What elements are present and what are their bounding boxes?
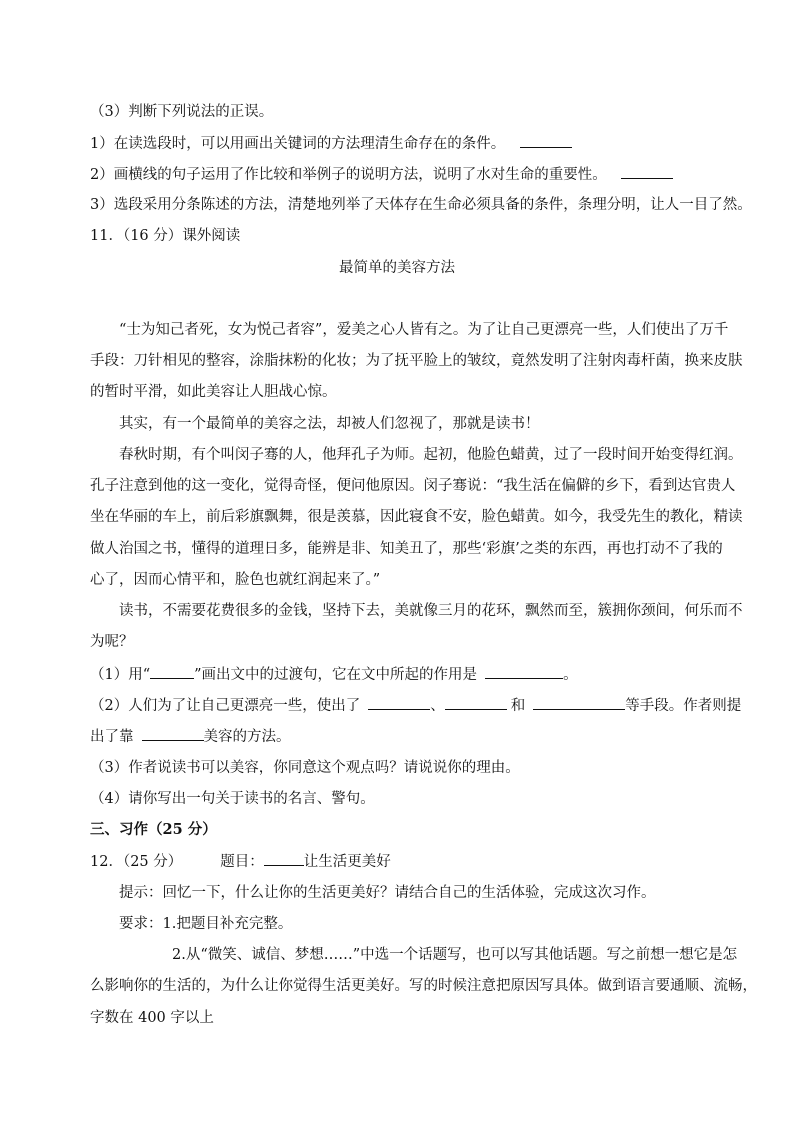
article-p4-line1: 读书，不需要花费很多的金钱，坚持下去，美就像三月的花环，飘然而至，簇拥你颈间，何乐而不: [119, 603, 743, 619]
q10-statement-2: 2）画横线的句子运用了作比较和举例子的说明方法，说明了水对生命的重要性。: [90, 164, 673, 185]
article-p3-line3: 坐在华丽的车上，前后彩旗飘舞，很是羡慕，因此寝食不安，脸色蜡黄。如今，我受先生的教化，精读: [90, 509, 743, 525]
q10-statement-3: 3）选段采用分条陈述的方法，清楚地列举了天体存在生命必须具备的条件，条理分明，让人一目了然。: [90, 197, 752, 213]
q10-part3-instruction: （3）判断下列说法的正误。: [90, 104, 274, 120]
article-p3-line4: 做人治国之书，懂得的道理日多，能辨是非、知美丑了，那些‘彩旗’之类的东西，再也打动不了我的: [90, 541, 723, 557]
topic-blank[interactable]: [264, 851, 304, 866]
q11-header: 11．（16 分）课外阅读: [90, 228, 241, 244]
article-p4-line2: 为呢？: [90, 634, 134, 650]
q11-subquestion-3: （3）作者说读书可以美容，你同意这个观点吗？请说说你的理由。: [90, 760, 520, 776]
answer-blank[interactable]: [142, 726, 204, 741]
q12-hint: 提示：回忆一下，什么让你的生活更美好？请结合自己的生活体验，完成这次习作。: [119, 885, 656, 901]
q11-subquestion-1: （1）用“ ”画出文中的过渡句，它在文中所起的作用是 。: [90, 664, 578, 685]
q10-statement-1: 1）在读选段时，可以用画出关键词的方法理清生命存在的条件。: [90, 133, 572, 154]
answer-blank[interactable]: [621, 164, 673, 179]
answer-blank[interactable]: [150, 664, 194, 679]
q12-requirement-2-line3: 字数在 400 字以上: [90, 1010, 214, 1026]
q12-requirement-1: 要求：1.把题目补充完整。: [119, 916, 293, 932]
article-title: 最简单的美容方法: [339, 260, 455, 276]
q12-header: 12．（25 分） 题目： 让生活更美好: [90, 851, 391, 872]
article-p3-line5: 心了，因而心情平和，脸色也就红润起来了。”: [90, 572, 381, 588]
section-heading: 三、习作（25 分）: [90, 821, 217, 838]
article-p1-line1: “士为知己者死，女为悦己者容”，爱美之心人皆有之。为了让自己更漂亮一些，人们使出了万千: [119, 322, 729, 338]
article-p3-line2: 孔子注意到他的这一变化，觉得奇怪，便问他原因。闵子骞说：“我生活在偏僻的乡下，看到达官贵人: [90, 478, 736, 494]
q12-requirement-2-line1: 2.从“微笑、诚信、梦想……”中选一个话题写，也可以写其他话题。写之前想一想它是怎: [172, 947, 738, 963]
q11-subquestion-2-cont: 出了靠 美容的方法。: [90, 726, 291, 747]
q11-subquestion-4: （4）请你写出一句关于读书的名言、警句。: [90, 791, 375, 807]
article-p1-line2: 手段：刀针相见的整容，涂脂抹粉的化妆；为了抚平脸上的皱纹，竟然发明了注射肉毒杆菌，换来皮肤: [90, 353, 743, 369]
answer-blank[interactable]: [520, 133, 572, 148]
answer-blank[interactable]: [533, 695, 625, 710]
answer-blank[interactable]: [485, 664, 563, 679]
article-p2: 其实，有一个最简单的美容之法，却被人们忽视了，那就是读书！: [119, 416, 540, 432]
article-p3-line1: 春秋时期，有个叫闵子骞的人，他拜孔子为师。起初，他脸色蜡黄，过了一段时间开始变得红润。: [119, 447, 743, 463]
q11-subquestion-2: （2）人们为了让自己更漂亮一些，使出了 、 和 等手段。作者则提: [90, 695, 741, 716]
answer-blank[interactable]: [445, 695, 507, 710]
q12-requirement-2-line2: 么影响你的生活的，为什么让你觉得生活更美好。写的时候注意把原因写具体。做到语言要通顺、流畅，: [90, 978, 757, 994]
article-p1-line3: 的暂时平滑，如此美容让人胆战心惊。: [90, 384, 337, 400]
answer-blank[interactable]: [368, 695, 430, 710]
